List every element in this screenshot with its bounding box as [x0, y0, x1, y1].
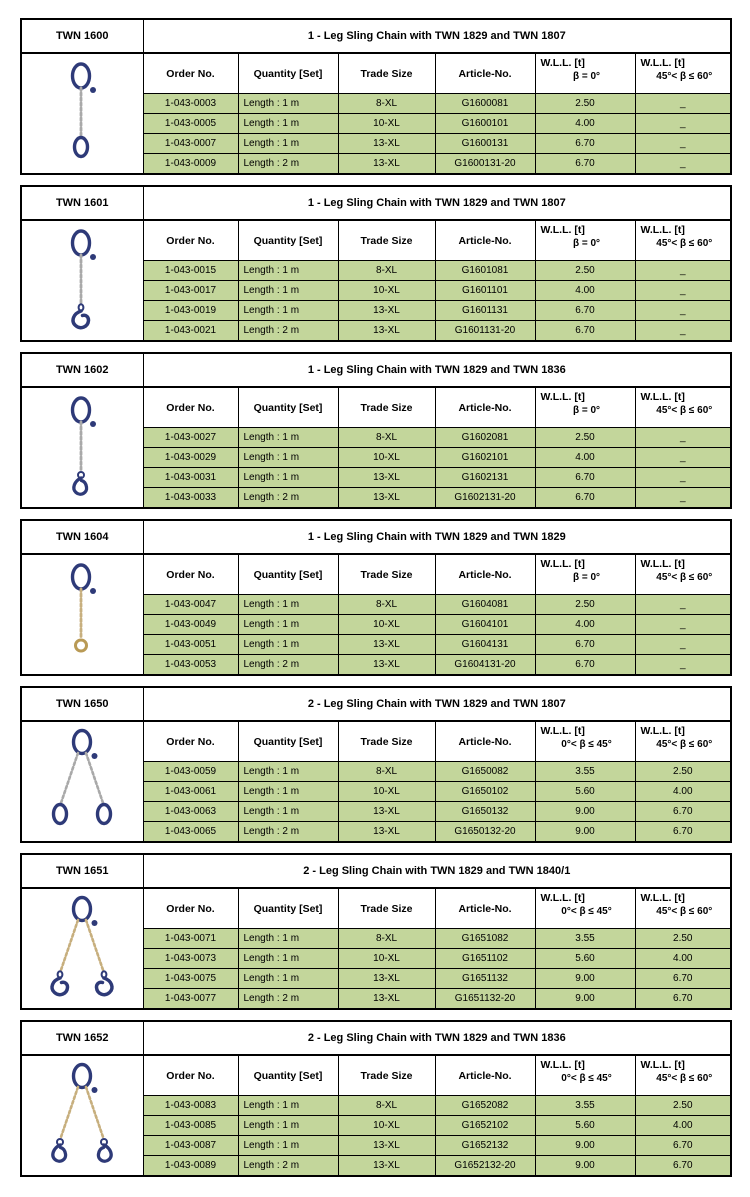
cell-order-no: 1-043-0085	[143, 1116, 238, 1136]
wll-header-secondary	[635, 1055, 731, 1096]
product-illustration-cell	[21, 1055, 143, 1176]
col-header-quantity: Quantity [Set]	[238, 220, 338, 261]
cell-quantity: Length : 1 m	[238, 635, 338, 655]
cell-trade-size: 13-XL	[338, 301, 435, 321]
cell-order-no: 1-043-0087	[143, 1136, 238, 1156]
wll-header-secondary-line2: 45°< β ≤ 60°	[656, 572, 713, 583]
col-header-quantity: Quantity [Set]	[238, 387, 338, 428]
cell-article-no: G1601131	[435, 301, 535, 321]
wll-header-primary	[535, 53, 635, 94]
col-header-order-no: Order No.	[143, 888, 238, 929]
wll-header-primary	[535, 1055, 635, 1096]
col-header-article-no: Article-No.	[435, 387, 535, 428]
wll-header-secondary-line2: 45°< β ≤ 60°	[656, 71, 713, 82]
wll-header-secondary-line2: 45°< β ≤ 60°	[656, 739, 713, 750]
col-header-order-no: Order No.	[143, 554, 238, 595]
wll-header-primary-line2: β = 0°	[572, 572, 601, 583]
product-illustration-cell	[21, 53, 143, 174]
product-title: 2 - Leg Sling Chain with TWN 1829 and TWN 1807	[143, 687, 731, 721]
one-leg-sling-hook-end-illustration	[23, 226, 141, 330]
product-code: TWN 1602	[21, 353, 143, 387]
cell-wll-primary: 3.55	[535, 929, 635, 949]
cell-article-no: G1600101	[435, 114, 535, 134]
cell-quantity: Length : 2 m	[238, 989, 338, 1010]
cell-wll-primary: 5.60	[535, 782, 635, 802]
one-leg-sling-ring-end-illustration	[23, 560, 141, 664]
cell-article-no: G1604131-20	[435, 655, 535, 676]
product-table-twn-1652	[20, 1020, 732, 1177]
wll-header-primary-line2: β = 0°	[572, 238, 601, 249]
table-row	[21, 387, 731, 428]
cell-trade-size: 10-XL	[338, 114, 435, 134]
product-title: 1 - Leg Sling Chain with TWN 1829 and TWN 1836	[143, 353, 731, 387]
cell-article-no: G1601081	[435, 261, 535, 281]
wll-header-primary-line1: W.L.L. [t]	[540, 391, 585, 403]
col-header-trade-size: Trade Size	[338, 53, 435, 94]
cell-wll-secondary: _	[635, 114, 731, 134]
col-header-order-no: Order No.	[143, 721, 238, 762]
cell-quantity: Length : 2 m	[238, 1156, 338, 1177]
cell-article-no: G1650082	[435, 762, 535, 782]
cell-wll-primary: 2.50	[535, 428, 635, 448]
cell-order-no: 1-043-0047	[143, 595, 238, 615]
cell-order-no: 1-043-0071	[143, 929, 238, 949]
wll-header-secondary	[635, 721, 731, 762]
cell-order-no: 1-043-0073	[143, 949, 238, 969]
cell-quantity: Length : 1 m	[238, 301, 338, 321]
product-table-twn-1601	[20, 185, 732, 342]
cell-trade-size: 13-XL	[338, 655, 435, 676]
cell-quantity: Length : 1 m	[238, 468, 338, 488]
two-leg-sling-oval-ends-illustration	[23, 727, 141, 831]
product-table-twn-1651	[20, 853, 732, 1010]
cell-article-no: G1650132-20	[435, 822, 535, 843]
cell-wll-secondary: 4.00	[635, 949, 731, 969]
cell-trade-size: 10-XL	[338, 1116, 435, 1136]
table-row	[21, 186, 731, 220]
col-header-trade-size: Trade Size	[338, 888, 435, 929]
cell-wll-secondary: 2.50	[635, 929, 731, 949]
col-header-trade-size: Trade Size	[338, 387, 435, 428]
cell-wll-secondary: _	[635, 635, 731, 655]
cell-quantity: Length : 1 m	[238, 782, 338, 802]
cell-article-no: G1602131-20	[435, 488, 535, 509]
wll-header-secondary	[635, 888, 731, 929]
table-row	[21, 687, 731, 721]
cell-order-no: 1-043-0075	[143, 969, 238, 989]
wll-header-secondary-line1: W.L.L. [t]	[640, 892, 685, 904]
cell-order-no: 1-043-0007	[143, 134, 238, 154]
product-table-twn-1602	[20, 352, 732, 509]
wll-header-primary-line2: β = 0°	[572, 405, 601, 416]
cell-trade-size: 13-XL	[338, 468, 435, 488]
cell-article-no: G1651102	[435, 949, 535, 969]
cell-wll-primary: 6.70	[535, 301, 635, 321]
col-header-quantity: Quantity [Set]	[238, 888, 338, 929]
cell-trade-size: 10-XL	[338, 782, 435, 802]
wll-header-primary-line1: W.L.L. [t]	[540, 224, 585, 236]
product-code: TWN 1600	[21, 19, 143, 53]
cell-wll-secondary: 4.00	[635, 782, 731, 802]
wll-header-primary-line1: W.L.L. [t]	[540, 725, 585, 737]
product-title: 2 - Leg Sling Chain with TWN 1829 and TWN 1836	[143, 1021, 731, 1055]
table-row	[21, 520, 731, 554]
wll-header-secondary	[635, 53, 731, 94]
cell-article-no: G1652082	[435, 1096, 535, 1116]
cell-wll-secondary: _	[635, 595, 731, 615]
cell-article-no: G1652132-20	[435, 1156, 535, 1177]
cell-quantity: Length : 1 m	[238, 428, 338, 448]
cell-wll-secondary: _	[635, 468, 731, 488]
cell-wll-primary: 2.50	[535, 94, 635, 114]
cell-wll-secondary: _	[635, 655, 731, 676]
cell-quantity: Length : 1 m	[238, 762, 338, 782]
cell-order-no: 1-043-0063	[143, 802, 238, 822]
cell-article-no: G1651082	[435, 929, 535, 949]
wll-header-secondary-line2: 45°< β ≤ 60°	[656, 238, 713, 249]
product-title: 1 - Leg Sling Chain with TWN 1829 and TWN 1807	[143, 186, 731, 220]
cell-wll-primary: 4.00	[535, 114, 635, 134]
wll-header-primary-line1: W.L.L. [t]	[540, 57, 585, 69]
cell-wll-primary: 6.70	[535, 321, 635, 342]
cell-quantity: Length : 2 m	[238, 822, 338, 843]
product-table-twn-1604	[20, 519, 732, 676]
wll-header-secondary-line1: W.L.L. [t]	[640, 57, 685, 69]
cell-trade-size: 8-XL	[338, 261, 435, 281]
cell-trade-size: 13-XL	[338, 134, 435, 154]
wll-header-primary-line1: W.L.L. [t]	[540, 1059, 585, 1071]
cell-wll-primary: 4.00	[535, 615, 635, 635]
cell-trade-size: 10-XL	[338, 615, 435, 635]
wll-header-primary-line2: 0°< β ≤ 45°	[561, 739, 612, 750]
product-title: 1 - Leg Sling Chain with TWN 1829 and TWN 1807	[143, 19, 731, 53]
cell-quantity: Length : 1 m	[238, 1096, 338, 1116]
col-header-article-no: Article-No.	[435, 53, 535, 94]
cell-trade-size: 8-XL	[338, 1096, 435, 1116]
wll-header-secondary-line2: 45°< β ≤ 60°	[656, 906, 713, 917]
cell-wll-primary: 6.70	[535, 655, 635, 676]
col-header-article-no: Article-No.	[435, 721, 535, 762]
cell-wll-primary: 9.00	[535, 802, 635, 822]
cell-trade-size: 13-XL	[338, 1136, 435, 1156]
col-header-order-no: Order No.	[143, 53, 238, 94]
wll-header-primary-line1: W.L.L. [t]	[540, 558, 585, 570]
cell-wll-secondary: _	[635, 301, 731, 321]
cell-quantity: Length : 1 m	[238, 969, 338, 989]
col-header-trade-size: Trade Size	[338, 554, 435, 595]
product-code: TWN 1604	[21, 520, 143, 554]
wll-header-secondary	[635, 554, 731, 595]
cell-wll-secondary: 6.70	[635, 969, 731, 989]
cell-wll-secondary: _	[635, 94, 731, 114]
col-header-article-no: Article-No.	[435, 220, 535, 261]
cell-quantity: Length : 2 m	[238, 154, 338, 175]
cell-wll-primary: 9.00	[535, 822, 635, 843]
cell-quantity: Length : 1 m	[238, 802, 338, 822]
cell-wll-secondary: 2.50	[635, 1096, 731, 1116]
cell-order-no: 1-043-0061	[143, 782, 238, 802]
cell-order-no: 1-043-0083	[143, 1096, 238, 1116]
cell-quantity: Length : 1 m	[238, 134, 338, 154]
cell-article-no: G1602081	[435, 428, 535, 448]
cell-order-no: 1-043-0053	[143, 655, 238, 676]
cell-quantity: Length : 1 m	[238, 595, 338, 615]
cell-trade-size: 13-XL	[338, 488, 435, 509]
wll-header-primary-line2: 0°< β ≤ 45°	[561, 906, 612, 917]
col-header-article-no: Article-No.	[435, 554, 535, 595]
cell-order-no: 1-043-0017	[143, 281, 238, 301]
cell-trade-size: 13-XL	[338, 1156, 435, 1177]
cell-order-no: 1-043-0003	[143, 94, 238, 114]
product-illustration-cell	[21, 387, 143, 508]
cell-quantity: Length : 1 m	[238, 94, 338, 114]
cell-trade-size: 13-XL	[338, 822, 435, 843]
col-header-trade-size: Trade Size	[338, 1055, 435, 1096]
table-row	[21, 19, 731, 53]
cell-wll-primary: 5.60	[535, 949, 635, 969]
cell-quantity: Length : 1 m	[238, 114, 338, 134]
cell-wll-primary: 6.70	[535, 154, 635, 175]
col-header-order-no: Order No.	[143, 220, 238, 261]
cell-quantity: Length : 2 m	[238, 655, 338, 676]
cell-trade-size: 13-XL	[338, 321, 435, 342]
one-leg-sling-oval-end-illustration	[23, 59, 141, 163]
wll-header-primary	[535, 387, 635, 428]
wll-header-secondary	[635, 387, 731, 428]
two-leg-sling-safety-hook-ends-illustration	[23, 1061, 141, 1165]
wll-header-secondary-line1: W.L.L. [t]	[640, 1059, 685, 1071]
cell-article-no: G1600131	[435, 134, 535, 154]
table-row	[21, 53, 731, 94]
cell-wll-primary: 6.70	[535, 134, 635, 154]
product-illustration-cell	[21, 554, 143, 675]
cell-quantity: Length : 1 m	[238, 281, 338, 301]
col-header-quantity: Quantity [Set]	[238, 721, 338, 762]
wll-header-secondary	[635, 220, 731, 261]
col-header-quantity: Quantity [Set]	[238, 53, 338, 94]
cell-article-no: G1651132	[435, 969, 535, 989]
product-title: 2 - Leg Sling Chain with TWN 1829 and TWN 1840/1	[143, 854, 731, 888]
cell-order-no: 1-043-0077	[143, 989, 238, 1010]
cell-trade-size: 8-XL	[338, 762, 435, 782]
cell-wll-secondary: 2.50	[635, 762, 731, 782]
cell-order-no: 1-043-0015	[143, 261, 238, 281]
col-header-quantity: Quantity [Set]	[238, 554, 338, 595]
cell-order-no: 1-043-0005	[143, 114, 238, 134]
wll-header-primary	[535, 721, 635, 762]
table-row	[21, 854, 731, 888]
cell-quantity: Length : 2 m	[238, 488, 338, 509]
cell-wll-secondary: 6.70	[635, 1156, 731, 1177]
wll-header-secondary-line2: 45°< β ≤ 60°	[656, 1073, 713, 1084]
cell-trade-size: 10-XL	[338, 949, 435, 969]
wll-header-primary-line1: W.L.L. [t]	[540, 892, 585, 904]
cell-trade-size: 8-XL	[338, 428, 435, 448]
wll-header-secondary-line1: W.L.L. [t]	[640, 224, 685, 236]
cell-order-no: 1-043-0065	[143, 822, 238, 843]
col-header-trade-size: Trade Size	[338, 721, 435, 762]
col-header-article-no: Article-No.	[435, 1055, 535, 1096]
cell-article-no: G1604101	[435, 615, 535, 635]
col-header-article-no: Article-No.	[435, 888, 535, 929]
cell-order-no: 1-043-0021	[143, 321, 238, 342]
table-row	[21, 353, 731, 387]
cell-trade-size: 13-XL	[338, 154, 435, 175]
wll-header-secondary-line1: W.L.L. [t]	[640, 391, 685, 403]
cell-quantity: Length : 1 m	[238, 1116, 338, 1136]
cell-order-no: 1-043-0059	[143, 762, 238, 782]
cell-wll-primary: 6.70	[535, 635, 635, 655]
cell-trade-size: 13-XL	[338, 635, 435, 655]
cell-quantity: Length : 1 m	[238, 1136, 338, 1156]
cell-order-no: 1-043-0009	[143, 154, 238, 175]
cell-wll-secondary: 6.70	[635, 822, 731, 843]
cell-wll-primary: 2.50	[535, 261, 635, 281]
cell-wll-primary: 6.70	[535, 468, 635, 488]
cell-article-no: G1600131-20	[435, 154, 535, 175]
cell-wll-secondary: _	[635, 448, 731, 468]
product-illustration-cell	[21, 721, 143, 842]
cell-article-no: G1604131	[435, 635, 535, 655]
cell-trade-size: 10-XL	[338, 281, 435, 301]
cell-wll-primary: 9.00	[535, 1156, 635, 1177]
product-code: TWN 1650	[21, 687, 143, 721]
wll-header-primary-line2: β = 0°	[572, 71, 601, 82]
cell-article-no: G1652132	[435, 1136, 535, 1156]
cell-article-no: G1650132	[435, 802, 535, 822]
product-table-twn-1600	[20, 18, 732, 175]
cell-article-no: G1650102	[435, 782, 535, 802]
cell-wll-primary: 2.50	[535, 595, 635, 615]
product-code: TWN 1651	[21, 854, 143, 888]
cell-order-no: 1-043-0027	[143, 428, 238, 448]
cell-wll-secondary: _	[635, 428, 731, 448]
product-title: 1 - Leg Sling Chain with TWN 1829 and TWN 1829	[143, 520, 731, 554]
two-leg-sling-hook-ends-illustration	[23, 894, 141, 998]
wll-header-primary	[535, 554, 635, 595]
cell-wll-primary: 3.55	[535, 762, 635, 782]
table-row	[21, 554, 731, 595]
table-row	[21, 220, 731, 261]
cell-article-no: G1604081	[435, 595, 535, 615]
cell-article-no: G1600081	[435, 94, 535, 114]
cell-trade-size: 13-XL	[338, 989, 435, 1010]
cell-wll-primary: 9.00	[535, 1136, 635, 1156]
cell-wll-primary: 9.00	[535, 969, 635, 989]
wll-header-secondary-line1: W.L.L. [t]	[640, 725, 685, 737]
cell-wll-primary: 4.00	[535, 448, 635, 468]
cell-trade-size: 10-XL	[338, 448, 435, 468]
cell-wll-secondary: _	[635, 321, 731, 342]
cell-wll-primary: 4.00	[535, 281, 635, 301]
cell-wll-secondary: 6.70	[635, 989, 731, 1010]
cell-order-no: 1-043-0033	[143, 488, 238, 509]
cell-wll-secondary: 6.70	[635, 802, 731, 822]
col-header-order-no: Order No.	[143, 387, 238, 428]
cell-wll-primary: 9.00	[535, 989, 635, 1010]
product-illustration-cell	[21, 888, 143, 1009]
cell-wll-secondary: _	[635, 261, 731, 281]
table-row	[21, 1021, 731, 1055]
cell-trade-size: 8-XL	[338, 94, 435, 114]
cell-trade-size: 13-XL	[338, 802, 435, 822]
product-illustration-cell	[21, 220, 143, 341]
wll-header-primary	[535, 220, 635, 261]
cell-order-no: 1-043-0089	[143, 1156, 238, 1177]
cell-wll-secondary: _	[635, 488, 731, 509]
cell-wll-secondary: _	[635, 281, 731, 301]
cell-trade-size: 8-XL	[338, 595, 435, 615]
one-leg-sling-safety-hook-end-illustration	[23, 393, 141, 497]
product-code: TWN 1652	[21, 1021, 143, 1055]
cell-order-no: 1-043-0029	[143, 448, 238, 468]
cell-quantity: Length : 1 m	[238, 615, 338, 635]
cell-wll-primary: 5.60	[535, 1116, 635, 1136]
cell-trade-size: 8-XL	[338, 929, 435, 949]
product-code: TWN 1601	[21, 186, 143, 220]
cell-article-no: G1601131-20	[435, 321, 535, 342]
cell-article-no: G1601101	[435, 281, 535, 301]
wll-header-primary	[535, 888, 635, 929]
cell-quantity: Length : 1 m	[238, 929, 338, 949]
cell-wll-secondary: 6.70	[635, 1136, 731, 1156]
wll-header-primary-line2: 0°< β ≤ 45°	[561, 1073, 612, 1084]
col-header-order-no: Order No.	[143, 1055, 238, 1096]
cell-quantity: Length : 1 m	[238, 949, 338, 969]
col-header-quantity: Quantity [Set]	[238, 1055, 338, 1096]
cell-order-no: 1-043-0051	[143, 635, 238, 655]
cell-wll-secondary: _	[635, 615, 731, 635]
cell-wll-secondary: _	[635, 134, 731, 154]
cell-wll-primary: 3.55	[535, 1096, 635, 1116]
cell-order-no: 1-043-0031	[143, 468, 238, 488]
product-table-twn-1650	[20, 686, 732, 843]
table-row	[21, 888, 731, 929]
cell-order-no: 1-043-0049	[143, 615, 238, 635]
cell-article-no: G1651132-20	[435, 989, 535, 1010]
cell-wll-secondary: 4.00	[635, 1116, 731, 1136]
cell-quantity: Length : 1 m	[238, 448, 338, 468]
cell-article-no: G1602101	[435, 448, 535, 468]
table-row	[21, 1055, 731, 1096]
cell-quantity: Length : 1 m	[238, 261, 338, 281]
wll-header-secondary-line2: 45°< β ≤ 60°	[656, 405, 713, 416]
col-header-trade-size: Trade Size	[338, 220, 435, 261]
table-row	[21, 721, 731, 762]
cell-order-no: 1-043-0019	[143, 301, 238, 321]
cell-wll-secondary: _	[635, 154, 731, 175]
cell-trade-size: 13-XL	[338, 969, 435, 989]
cell-quantity: Length : 2 m	[238, 321, 338, 342]
cell-article-no: G1602131	[435, 468, 535, 488]
wll-header-secondary-line1: W.L.L. [t]	[640, 558, 685, 570]
cell-wll-primary: 6.70	[535, 488, 635, 509]
cell-article-no: G1652102	[435, 1116, 535, 1136]
